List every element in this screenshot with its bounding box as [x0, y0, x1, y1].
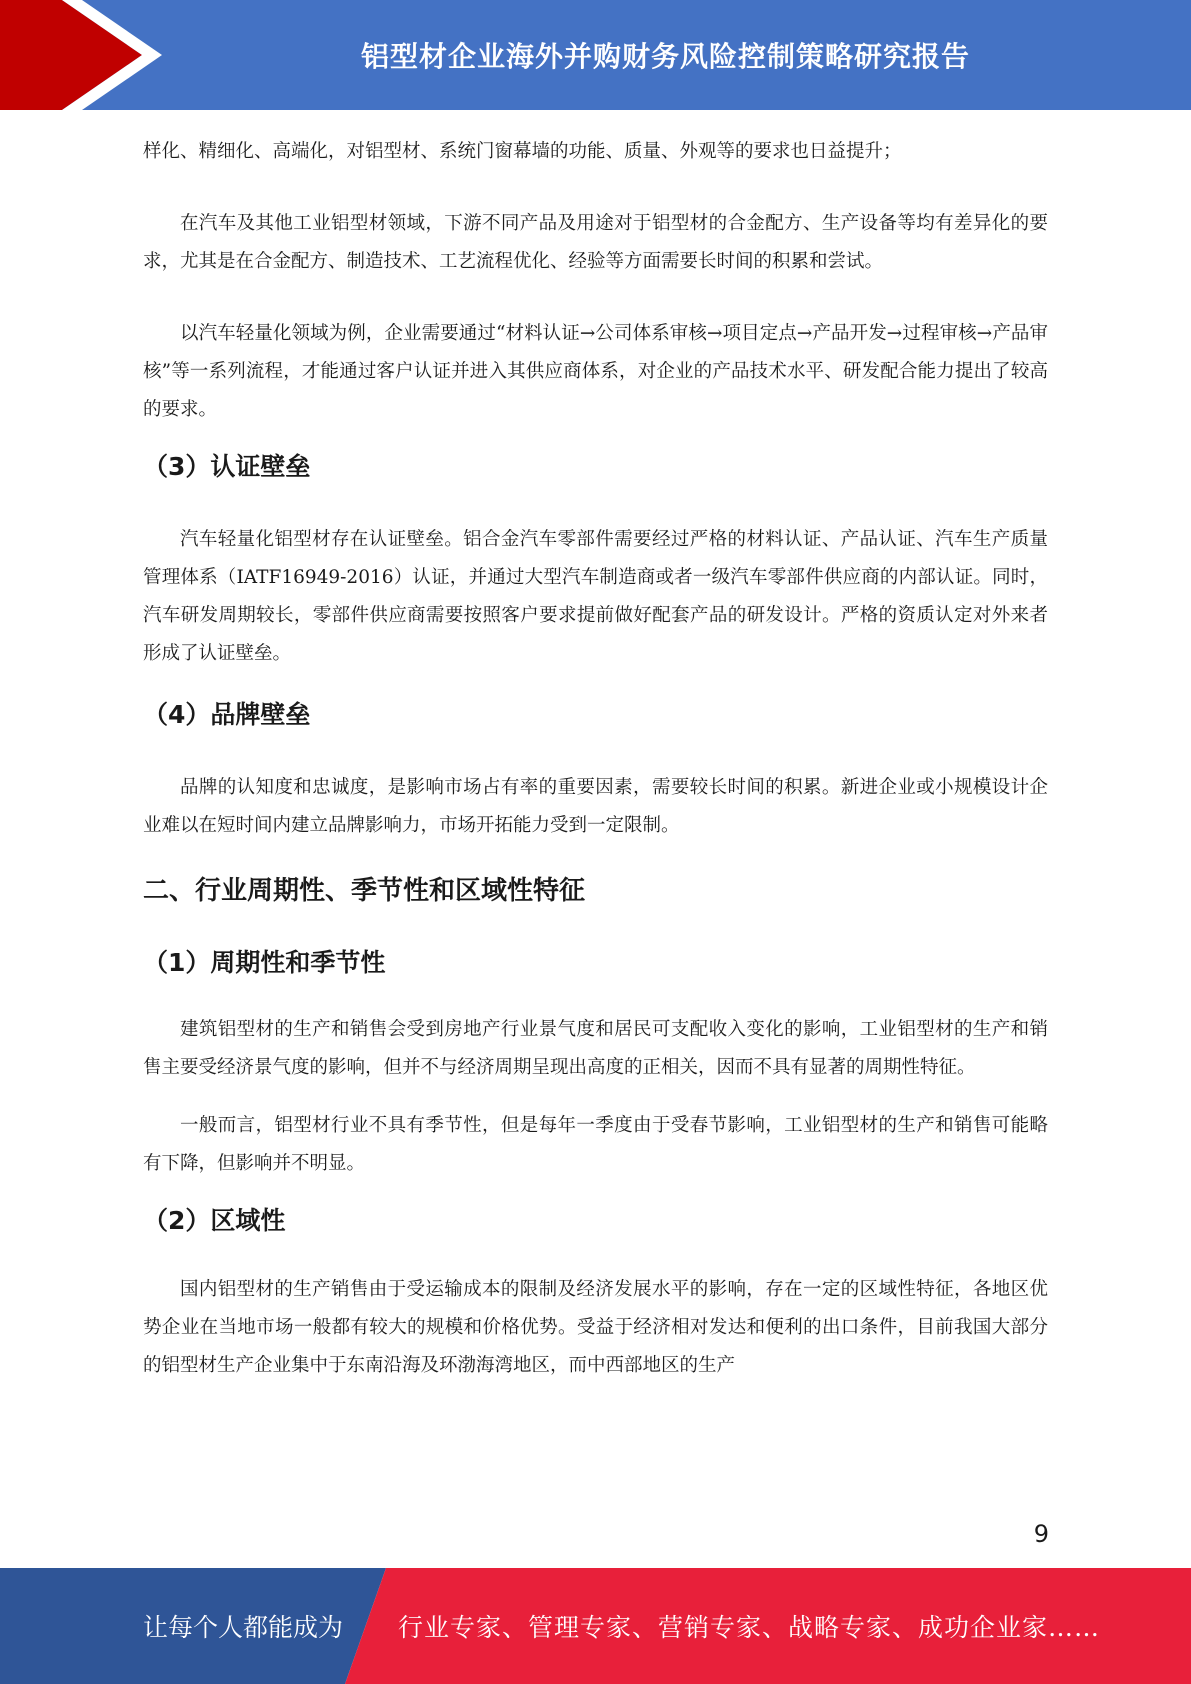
heading-brand-barrier: （4）品牌壁垒 — [143, 700, 311, 729]
paragraph-industrial-profiles: 在汽车及其他工业铝型材领域，下游不同产品及用途对于铝型材的合金配方、生产设备等均有差异化的要求，尤其是在合金配方、制造技术、工艺流程优化、经验等方面需要长时间的积累和尝试。 — [143, 213, 1048, 272]
heading-section-two: 二、行业周期性、季节性和区域性特征 — [143, 876, 586, 906]
footer-band — [0, 1568, 1191, 1684]
footer-slogan-right: 行业专家、管理专家、营销专家、战略专家、成功企业家…… — [398, 1613, 1101, 1642]
paragraph-auto-lightweight: 以汽车轻量化领域为例，企业需要通过“材料认证→公司体系审核→项目定点→产品开发→过程审核→产品审核”等一系列流程，才能通过客户认证并进入其供应商体系，对企业的产品技术水平、研发配合能力提出了较高的要求。 — [143, 323, 1048, 420]
heading-certification-barrier: （3）认证壁垒 — [143, 452, 311, 481]
paragraph-cyclicality: 建筑铝型材的生产和销售会受到房地产行业景气度和居民可支配收入变化的影响，工业铝型材的生产和销售主要受经济景气度的影响，但并不与经济周期呈现出高度的正相关，因而不具有显著的周期性特征。 — [143, 1019, 1048, 1078]
heading-cyclicality: （1）周期性和季节性 — [143, 948, 386, 977]
heading-regionality: （2）区域性 — [143, 1206, 286, 1235]
paragraph-regionality: 国内铝型材的生产销售由于受运输成本的限制及经济发展水平的影响，存在一定的区域性特征，各地区优势企业在当地市场一般都有较大的规模和价格优势。受益于经济相对发达和便利的出口条件，目前我国大部分的铝型材生产企业集中于东南沿海及环渤海湾地区，而中西部地区的生产 — [143, 1279, 1048, 1376]
paragraph-seasonality: 一般而言，铝型材行业不具有季节性，但是每年一季度由于受春节影响，工业铝型材的生产和销售可能略有下降，但影响并不明显。 — [143, 1115, 1048, 1174]
paragraph-brand: 品牌的认知度和忠诚度，是影响市场占有率的重要因素，需要较长时间的积累。新进企业或小规模设计企业难以在短时间内建立品牌影响力，市场开拓能力受到一定限制。 — [143, 777, 1048, 836]
paragraph-continuation: 样化、精细化、高端化，对铝型材、系统门窗幕墙的功能、质量、外观等的要求也日益提升； — [143, 141, 902, 162]
report-title: 铝型材企业海外并购财务风险控制策略研究报告 — [360, 40, 970, 73]
header-band — [0, 0, 1191, 110]
paragraph-certification: 汽车轻量化铝型材存在认证壁垒。铝合金汽车零部件需要经过严格的材料认证、产品认证、汽车生产质量管理体系（IATF16949-2016）认证，并通过大型汽车制造商或者一级汽车零部件供应商的内部认证。同时，汽车研发周期较长，零部件供应商需要按照客户要求提前做好配套产品的研发设计。严格的资质认定对外来者形成了认证壁垒。 — [143, 529, 1048, 664]
footer-slogan-left: 让每个人都能成为 — [143, 1613, 344, 1642]
page-number: 9 — [1033, 1520, 1049, 1548]
page-content — [143, 133, 1048, 1385]
